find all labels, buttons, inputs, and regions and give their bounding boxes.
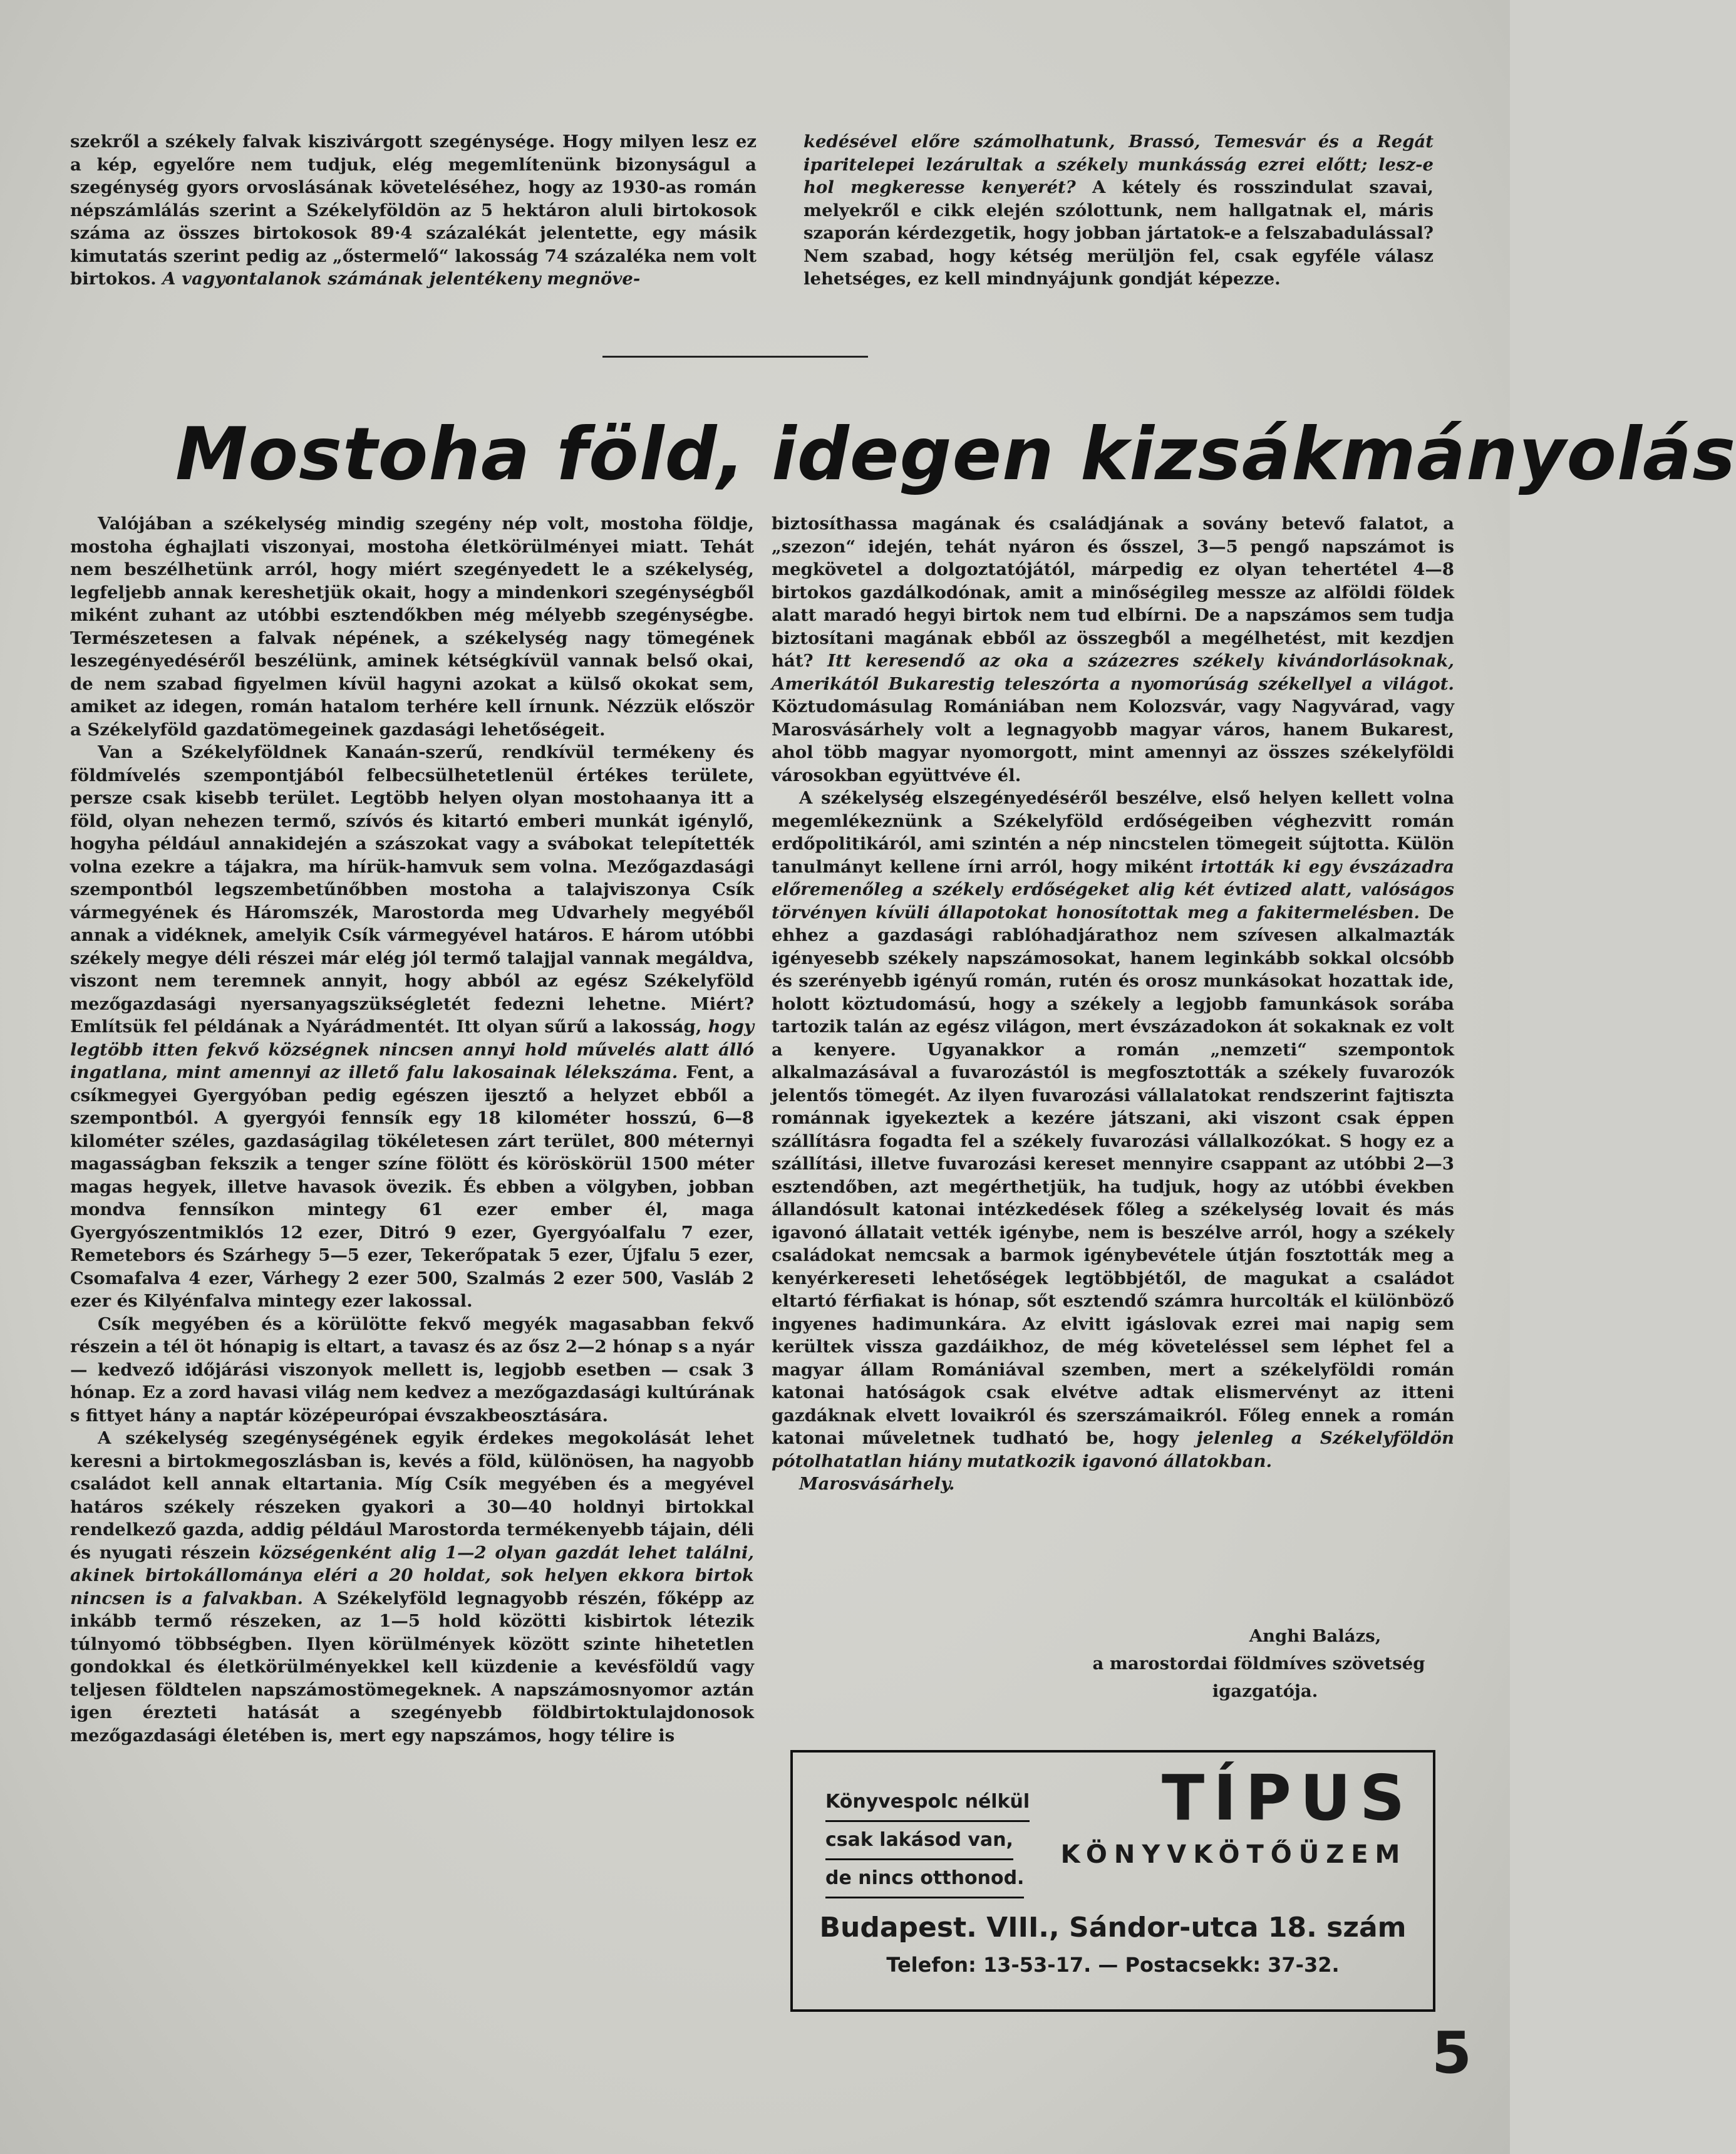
top-left-column	[70, 130, 757, 291]
article-left-column	[70, 512, 754, 1747]
italic-text: községenként alig 1—2 olyan gazdát lehet találni, akinek birtokállománya eléri a 20 holdat, sok helyen ekkora birtok nincsen is a falvakban.	[70, 1542, 754, 1608]
ad-slogan-line: de nincs otthonod.	[825, 1860, 1024, 1898]
top-right-column	[803, 130, 1434, 291]
paragraph: Köztudomásulag Romániában nem Kolozsvár, vagy Nagyvárad, vagy Marosvásárhely volt a legnagyobb magyar város, hanem Bukarest, ahol több magyar nyomorgott, mint amennyi az összes székelyföldi városokban együttvéve él.	[772, 696, 1454, 785]
paragraph: Van a Székelyföldnek Kanaán-szerű, rendkívül termékeny és földmívelés szempontjából felbecsülhetetlenül értékes területe, persze csak kisebb terület. Legtöbb helyen olyan mostohaanya itt a föld, olyan nehezen termő, szívós és kitartó emberi munkát igénylő, hogyha például annakidején a szászokat vagy a svábokat telepítették volna ezekre a tájakra, ma hírük-hamvuk sem volna. Mezőgazdasági szempontból legszembetűnőbben mostoha a talajviszonya Csík vármegyének és Háromszék, Marostorda meg Udvarhely megyéből annak a vidéknek, amelyik Csík vármegyével határos. E három utóbbi székely megye déli részei már elég jól termő talajjal vannak megáldva, viszont nem teremnek annyit, hogy abból az egész Székelyföld mezőgazdasági nyersanyagszükségletét fedezni lehetne. Miért? Említsük fel példának a Nyárádmentét. Itt olyan sűrű a lakosság,	[70, 742, 754, 1037]
ad-brand-subtitle: KÖNYVKÖTŐÜZEM	[1060, 1840, 1407, 1869]
italic-text: A vagyontalanok számának jelentékeny megnöve-	[162, 269, 641, 289]
italic-text: irtották ki egy évszázadra előremenőleg a székely erdőségeket alig két évtized alatt, valóságos törvényen kívüli állapotokat honosítottak meg a fakitermelésben.	[772, 856, 1455, 923]
paragraph: Valójában a székelység mindig szegény nép volt, mostoha földje, mostoha éghajlati viszonyai, mostoha életkörülményei miatt. Tehát nem beszélhetünk arról, hogy miért szegényedett le a székelység, legfeljebb annak kereshetjük okait, hogy a mindenkori szegénységből miként zuhant az utóbbi esztendőkben még mélyebb szegénységbe. Természetesen a falvak népének, a székelység nagy tömegének leszegényedéséről beszélünk, aminek kétségkívül vannak belső okai, de nem szabad figyelmen kívül hagyni azokat a külső okokat sem, amiket az idegen, román hatalom terhére kell írnunk. Nézzük először a Székelyföld gazdatömegeinek gazdasági lehetőségeit.	[70, 514, 754, 740]
ad-slogan-line: csak lakásod van,	[825, 1822, 1013, 1860]
author-name: Anghi Balázs,	[1249, 1626, 1382, 1646]
paragraph: De ehhez a gazdasági rablóhadjárathoz nem szívesen alkalmazták igényesebb székely napszámosokat, hanem leginkább sokkal olcsóbb és szerényebb igényű román, rutén és orosz munkásokat hozattak ide, holott köztudomású, hogy a székely a legjobb famunkások sorába tartozik talán az egész világon, mert évszázadokon át sokaknak ez volt a kenyere. Ugyanakkor a román „nemzeti“ szempontok alkalmazásával a fuvarozástól is megfosztották a székely fuvarozók jelentős tömegét. Az ilyen fuvarozási vállalatokat rendszerint fajtiszta románnak igyekeztek a kezére játszani, aki viszont csak éppen szállításra fogadta fel a székely fuvarozási vállalkozókat. S hogy ez a szállítási, illetve fuvarozási kereset mennyire csappant az utóbbi 2—3 esztendőben, azt megérthetjük, ha tudjuk, hogy az utóbbi években állandósult katonai intézkedések főleg a székelység lovait és más igavonó állatait vették igénybe, nem is beszélve arról, hogy a székely családokat nemcsak a barmok igénybevétele útján fosztották meg a kenyérkereseti lehetőségek legtöbbjétől, de magukat a családot eltartó férfiakat is hónap, sőt esztendő számra hurcolták el különböző ingyenes hadimunkára. Az elvitt igáslovak ezrei mai napig sem kerültek vissza gazdáikhoz, de még követeléssel sem léphet fel a magyar állam Romániával szemben, mert a székelyföldi román katonai hatóságok csak elvétve adtak elismervényt az itteni gazdáknak elvett lovaikról és szerszámaikról. Főleg ennek a román katonai műveletnek tudható be, hogy	[772, 902, 1454, 1448]
paragraph: szekről a székely falvak kiszivárgott szegénysége. Hogy milyen lesz ez a kép, egyelőre nem tudjuk, elég megemlítenünk bizonyságul a szegénység gyors orvoslásának követeléséhez, hogy az 1930-as román népszámlálás szerint a Székelyföldön az 5 hektáron aluli birtokosok száma az összes birtokosok 89·4 százalékát jelentette, egy másik kimutatás szerint pedig az „őstermelő“ lakosság 74 százaléka nem volt birtokos.	[70, 132, 757, 289]
paragraph: Csík megyében és a körülötte fekvő megyék magasabban fekvő részein a tél öt hónapig is eltart, a tavasz és az ősz 2—2 hónap s a nyár — kedvező időjárási viszonyok mellett is, legjobb esetben — csak 3 hónap. Ez a zord havasi világ nem kedvez a mezőgazdasági kultúrának s fittyet hány a naptár középeurópai évszakbeosztására.	[70, 1313, 754, 1426]
italic-text: Itt keresendő az oka a százezres székely kivándorlásoknak, Amerikától Bukarestig teleszórta a nyomorúság székellyel a világot.	[772, 651, 1454, 694]
italic-text: jelenleg a Székelyföldön pótolhatatlan hiány mutatkozik igavonó állatokban.	[772, 1428, 1454, 1471]
paragraph: A székelység szegénységének egyik érdekes megokolását lehet keresni a birtokmegoszlásban is, kevés a föld, különösen, ha nagyobb családot kell annak eltartania. Míg Csík megyében és a megyével határos székely részeken gyakori a 30—40 holdnyi birtokkal rendelkező gazda, addig például Marostorda termékenyebb tájain, déli és nyugati részein	[70, 1428, 754, 1563]
paragraph: biztosíthassa magának és családjának a sovány betevő falatot, a „szezon“ idején, tehát nyáron és ősszel, 3—5 pengő napszámot is megkövetel a dolgoztatójától, márpedig ez olyan tehertétel 4—8 birtokos gazdálkodónak, amit a minőségileg messze az alföldi földek alatt maradó hegyi birtok nem tud elbírni. De a napszámos sem tudja biztosítani magának ebből az összegből a megélhetést, mit kezdjen hát?	[772, 514, 1454, 671]
ad-brand-name: TÍPUS	[1162, 1761, 1413, 1835]
ad-address: Budapest. VIII., Sándor-utca 18. szám	[819, 1912, 1407, 1944]
page-number: 5	[1432, 2019, 1472, 2086]
ad-phone: Telefon: 13-53-17. — Postacsekk: 37-32.	[886, 1953, 1340, 1977]
paragraph: A székelység elszegényedéséről beszélve, első helyen kellett volna megemlékeznünk a Székelyföld erdőségeiben véghezvitt román erdőpolitikáról, ami szintén a nép nincstelen tömegeit sújtotta. Külön tanulmányt kellene írni arról, hogy miként	[772, 788, 1454, 877]
article-headline: Mostoha föld, idegen kizsákmányolás	[175, 412, 1736, 497]
author-title-line2: igazgatója.	[1212, 1681, 1318, 1701]
advertisement-box	[790, 1750, 1435, 2012]
ad-slogan-line: Könyvespolc nélkül	[825, 1784, 1030, 1822]
paragraph: A kétely és rosszindulat szavai, melyekről e cikk elején szólottunk, nem hallgatnak el, máris szaporán kérdezgetik, hogy jobban jártatok-e a felszabadulással? Nem szabad, hogy kétség merüljön fel, csak egyféle válasz lehetséges, ez kell mindnyájunk gondját képezze.	[803, 177, 1434, 289]
paragraph: A Székelyföld legnagyobb részén, főképp az inkább termő részeken, az 1—5 hold közötti kisbirtok létezik túlnyomó többségben. Ilyen körülmények között szinte hihetetlen gondokkal és életkörülményekkel kell küzdenie a kevésföldű vagy teljesen földtelen napszámostömegeknek. A napszámosnyomor aztán igen érezteti hatását a szegényebb földbirtoktulajdonosok mezőgazdasági életében is, mert egy napszámos, hogy télire is	[70, 1588, 754, 1746]
separator-rule	[602, 356, 868, 358]
italic-text: hogy legtöbb itten fekvő községnek nincsen annyi hold művelés alatt álló ingatlana, mint amennyi az illető falu lakosainak lélekszáma.	[70, 1017, 755, 1082]
dateline-place: Marosvásárhely.	[799, 1474, 955, 1494]
article-right-column	[772, 512, 1454, 1496]
italic-text: kedésével előre számolhatunk, Brassó, Temesvár és a Regát iparitelepei lezárultak a székely munkásság ezrei előtt; lesz-e hol megkeresse kenyerét?	[803, 132, 1434, 197]
paragraph: Fent, a csíkmegyei Gyergyóban pedig egészen ijesztő a helyzet ebből a szempontból. A gyergyói fennsík egy 18 kilométer hosszú, 6—8 kilométer széles, gazdaságilag tökéletesen zárt terület, 800 méternyi magasságban fekszik a tenger színe fölött és köröskörül 1500 méter magas hegyek, illetve havasok övezik. És ebben a völgyben, jobban mondva fennsíkon mintegy 61 ezer ember él, maga Gyergyószentmiklós 12 ezer, Ditró 9 ezer, Gyergyóalfalu 7 ezer, Remetebors és Szárhegy 5—5 ezer, Tekerőpatak 5 ezer, Újfalu 5 ezer, Csomafalva 4 ezer, Várhegy 2 ezer 500, Szalmás 2 ezer 500, Vasláb 2 ezer és Kilyénfalva mintegy ezer lakossal.	[70, 1062, 754, 1311]
author-title: a marostordai földmíves szövetség	[1092, 1654, 1425, 1674]
